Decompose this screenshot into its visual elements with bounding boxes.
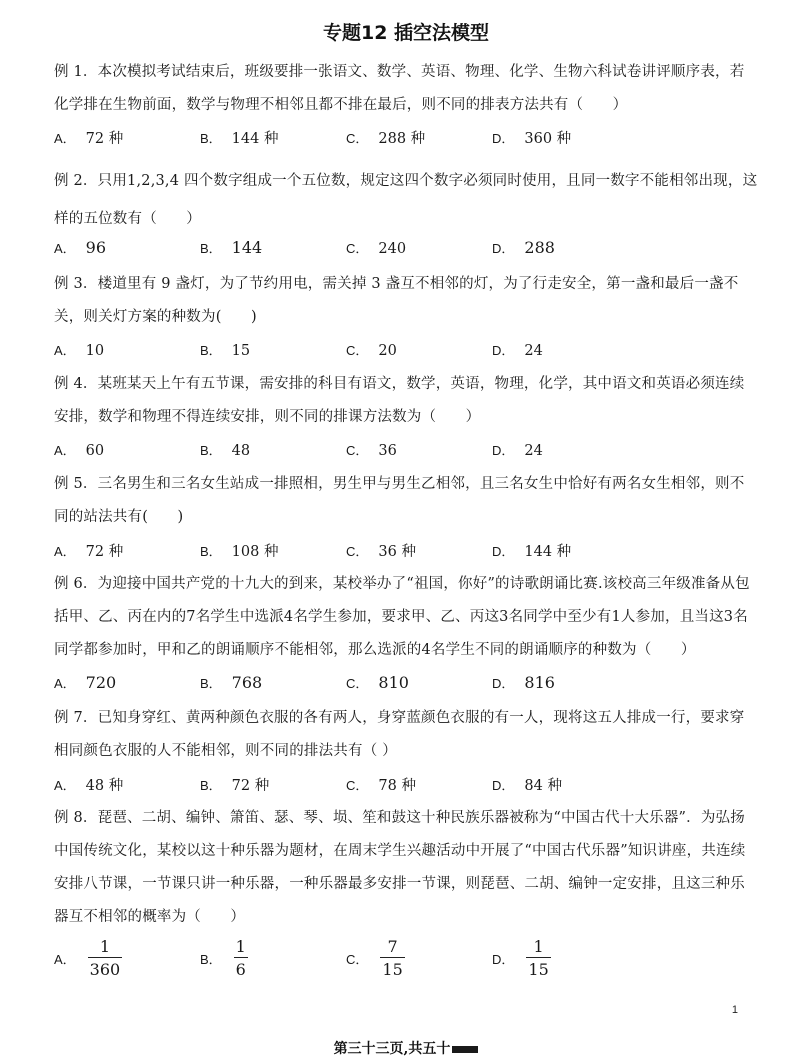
option-c: C． 36 [346,443,397,459]
problem-7-options [54,774,758,804]
problem-1-text: 例 1．本次模拟考试结束后，班级要排一张语文、数学、英语、物理、化学、生物六科试卷讲评顺序表，若化学排在生物前面，数学与物理不相邻且都不排在最后，则不同的排表方法共有（ ） [54,64,745,113]
problem-2-options [54,238,758,268]
problem-3-options [54,340,758,370]
fraction: $\frac{1}{360}$ [89,936,121,979]
option-b: B． 72 种 [200,778,270,794]
option-a: A． 72 种 [54,131,124,147]
problem-7-text: 例 7．已知身穿红、黄两种颜色衣服的各有两人，身穿蓝颜色衣服的有一人，现将这五人排成一行，要求穿相同颜色衣服的人不能相邻，则不同的排法共有（ ） [54,710,745,759]
problem-5-text: 例 5．三名男生和三名女生站成一排照相，男生甲与男生乙相邻，且三名女生中恰好有两名女生相邻，则不同的站法共有( ) [54,476,745,525]
option-c: C． 36 种 [346,544,416,560]
option-d: D． 24 [492,443,543,459]
problem-5-options [54,540,758,570]
option-b: B． 144 种 [200,131,279,147]
option-d: D． $\frac{1}{15}$ [492,936,549,979]
option-c: C． 288 种 [346,131,426,147]
option-b: B． 768 [200,673,263,692]
redaction-bar [452,1046,478,1053]
option-a: A． 72 种 [54,544,124,560]
problem-2-text: 例 2．只用1,2,3,4 四个数字组成一个五位数，规定这四个数字必须同时使用，且同一数字不能相邻出现，这样的五位数有（ ） [54,173,758,227]
option-b: B． 108 种 [200,544,279,560]
option-a: A． 96 [54,238,107,257]
option-c: C． 240 [346,241,407,257]
problem-1-options [54,127,758,157]
option-d: D． 288 [492,238,555,257]
problem-4-text: 例 4．某班某天上午有五节课，需安排的科目有语文，数学，英语，物理，化学，其中语文和英语必须连续安排，数学和物理不得连续安排，则不同的排课方法数为（ ） [54,376,745,425]
option-a: A． 10 [54,343,105,359]
page-number: 1 [731,1004,738,1016]
option-a: A． 60 [54,443,105,459]
fraction: $\frac{1}{15}$ [528,936,549,979]
option-d: D． 816 [492,673,555,692]
option-b: B． 48 [200,443,251,459]
option-b: B． 15 [200,343,251,359]
option-a: A． $\frac{1}{360}$ [54,936,121,979]
fraction: $\frac{1}{6}$ [235,936,246,979]
problem-6-text: 例 6．为迎接中国共产党的十九大的到来，某校举办了“祖国，你好”的诗歌朗诵比赛.该校高三年级准备从包括甲、乙、丙在内的7名学生中选派4名学生参加，要求甲、乙、丙这3名同学中至少有1人参加，且当这3名同学都参加时，甲和乙的朗诵顺序不能相邻，那么选派的4名学生不同的朗诵顺序的种数为（ ） [54,576,750,658]
option-c: C． 810 [346,673,409,692]
option-c: C． 20 [346,343,397,359]
option-d: D． 360 种 [492,131,572,147]
page-title: 专题12 插空法模型 [322,22,490,44]
problem-3-text: 例 3．楼道里有 9 盏灯，为了节约用电，需关掉 3 盏互不相邻的灯，为了行走安全，第一盏和最后一盏不关，则关灯方案的种数为( ) [54,276,739,325]
option-d: D． 24 [492,343,543,359]
option-a: A． 720 [54,673,117,692]
footer-text: 第三十三页,共五十 [333,1041,451,1057]
option-d: D． 144 种 [492,544,572,560]
page-footer [0,1038,812,1058]
problem-8-options [54,934,758,982]
option-d: D． 84 种 [492,778,562,794]
problem-8-text: 例 8．琵琶、二胡、编钟、箫笛、瑟、琴、埙、笙和鼓这十种民族乐器被称为“中国古代十大乐器”．为弘扬中国传统文化，某校以这十种乐器为题材，在周末学生兴趣活动中开展了“中国古代乐器”知识讲座，共连续安排八节课，一节课只讲一种乐器，一种乐器最多安排一节课，则琵琶、二胡、编钟一定安排，且这三种乐器互不相邻的概率为（ ） [54,810,746,925]
option-b: B． $\frac{1}{6}$ [200,936,246,979]
option-a: A． 48 种 [54,778,124,794]
problem-4-options [54,440,758,470]
problem-6-options [54,673,758,703]
option-c: C． $\frac{7}{15}$ [346,936,403,979]
option-c: C． 78 种 [346,778,416,794]
option-b: B． 144 [200,238,263,257]
fraction: $\frac{7}{15}$ [382,936,403,979]
